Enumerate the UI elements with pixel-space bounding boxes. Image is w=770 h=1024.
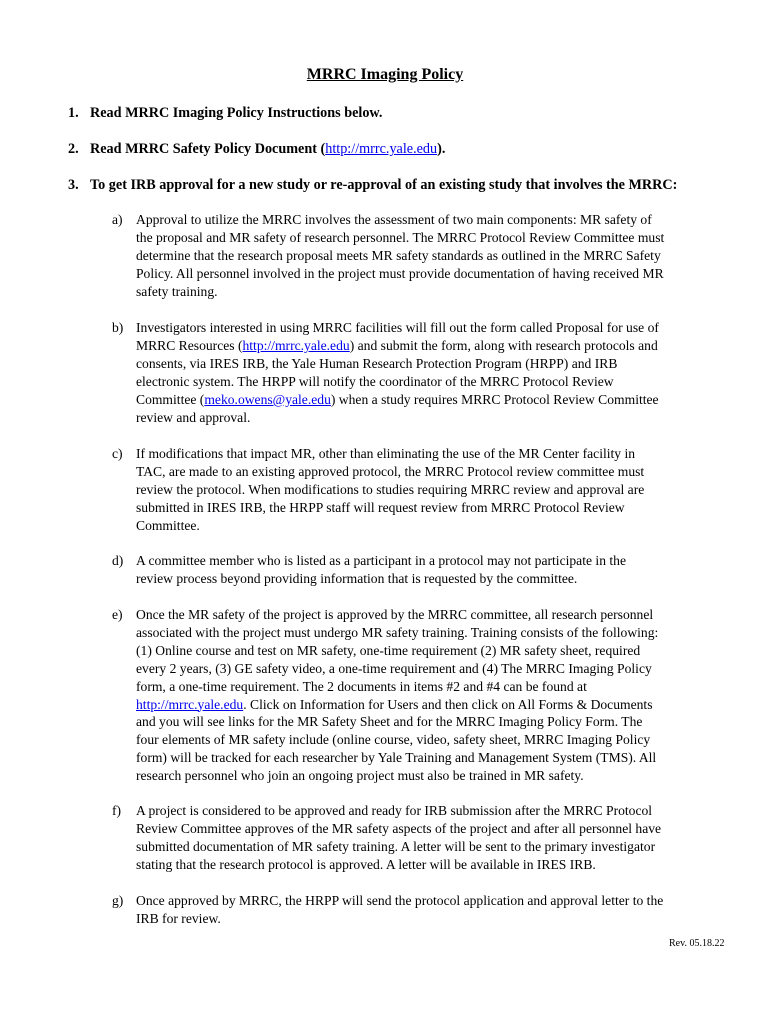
item-line: safety training. xyxy=(136,283,218,299)
step-text: To get IRB approval for a new study or re-approval of an existing study that involves the MRRC: xyxy=(90,177,678,193)
text-segment: MRRC Resources ( xyxy=(136,337,243,353)
item-line: determine that the research proposal meets MR safety standards as outlined in the MRRC Safety xyxy=(136,247,661,263)
item-letter: a) xyxy=(112,212,123,227)
step-1 xyxy=(68,105,382,122)
text-segment: . Click on Information for Users and then click on All Forms & Documents xyxy=(243,696,653,712)
item-line: submitted documentation of MR safety training. A letter will be sent to the primary investigator xyxy=(136,838,656,854)
step-2 xyxy=(68,141,445,158)
item-line xyxy=(136,696,726,714)
item-body xyxy=(136,319,726,426)
email-link[interactable]: meko.owens@yale.edu xyxy=(204,391,331,407)
text-segment: ) and submit the form, along with research protocols and xyxy=(349,337,658,353)
step-text-post: ). xyxy=(437,141,446,157)
item-line: review and approval. xyxy=(136,409,251,425)
list-item-e xyxy=(112,606,726,785)
item-line: four elements of MR safety include (online course, video, safety sheet, MRRC Imaging Policy xyxy=(136,732,651,748)
item-letter: b) xyxy=(112,320,124,335)
item-line: consents, via IRES IRB, the Yale Human Research Protection Program (HRPP) and IRB xyxy=(136,355,618,371)
step-number: 3. xyxy=(68,177,79,193)
step-number: 1. xyxy=(68,105,79,121)
item-line: Approval to utilize the MRRC involves the assessment of two main components: MR safety of xyxy=(136,212,652,227)
item-line: research personnel who join an ongoing project must also be trained in MR safety. xyxy=(136,768,584,784)
item-line: and you will see links for the MR Safety Sheet and for the MRRC Imaging Policy Form. The xyxy=(136,714,643,730)
item-line xyxy=(136,337,726,355)
list-item-b xyxy=(112,319,726,426)
step-text: Read MRRC Imaging Policy Instructions below. xyxy=(90,105,383,121)
item-line: If modifications that impact MR, other than eliminating the use of the MR Center facility in xyxy=(136,446,636,461)
mrrc-website-link[interactable]: http://mrrc.yale.edu xyxy=(325,141,438,157)
item-letter: f) xyxy=(112,803,122,818)
item-line: review process beyond providing information that is requested by the committee. xyxy=(136,570,578,586)
step-text-pre: Read MRRC Safety Policy Document ( xyxy=(90,141,326,157)
mrrc-resources-link[interactable]: http://mrrc.yale.edu xyxy=(242,337,350,353)
item-line: A project is considered to be approved and ready for IRB submission after the MRRC Protocol xyxy=(136,803,653,818)
list-item-d xyxy=(112,552,726,588)
item-line: submitted in IRES IRB, the HRPP staff will request review from MRRC Protocol Review xyxy=(136,499,625,515)
item-line: Policy. All personnel involved in the project must provide documentation of having received MR xyxy=(136,265,664,281)
step-number: 2. xyxy=(68,141,79,157)
item-line: stating that the research protocol is approved. A letter will be available in IRES IRB. xyxy=(136,856,596,872)
item-body xyxy=(136,552,726,588)
item-line: form) will be tracked for each researcher by Yale Training and Management System (TMS). All xyxy=(136,750,657,766)
item-line: every 2 years, (3) GE safety video, a one-time requirement and (4) The MRRC Imaging Policy xyxy=(136,660,652,676)
item-body xyxy=(136,606,726,785)
list-item-g xyxy=(112,892,726,928)
item-body xyxy=(136,892,726,928)
item-line: the proposal and MR safety of research personnel. The MRRC Protocol Review Committee must xyxy=(136,229,665,245)
item-line: form, a one-time requirement. The 2 documents in items #2 and #4 can be found at xyxy=(136,678,587,694)
item-letter: g) xyxy=(112,893,124,908)
item-body xyxy=(136,802,726,874)
page-title: MRRC Imaging Policy xyxy=(306,66,464,83)
text-segment: Committee ( xyxy=(136,391,205,407)
list-item-a xyxy=(112,211,726,301)
item-body xyxy=(136,211,726,301)
item-line: review the protocol. When modifications to studies requiring MRRC review and approval are xyxy=(136,481,645,497)
item-line: IRB for review. xyxy=(136,910,221,926)
item-line: A committee member who is listed as a participant in a protocol may not participate in the xyxy=(136,553,626,568)
item-line: electronic system. The HRPP will notify the coordinator of the MRRC Protocol Review xyxy=(136,373,614,389)
item-letter: c) xyxy=(112,446,123,461)
text-segment: ) when a study requires MRRC Protocol Review Committee xyxy=(330,391,659,407)
item-line: Investigators interested in using MRRC facilities will fill out the form called Proposal for use of xyxy=(136,320,659,335)
item-line: Committee. xyxy=(136,517,200,533)
item-line: TAC, are made to an existing approved protocol, the MRRC Protocol review committee must xyxy=(136,463,645,479)
revision-label: Rev. 05.18.22 xyxy=(669,938,725,949)
item-line: (1) Online course and test on MR safety, one-time requirement (2) MR safety sheet, required xyxy=(136,642,641,658)
list-item-c xyxy=(112,445,726,535)
item-line: Review Committee approves of the MR safety aspects of the project and after all personnel have xyxy=(136,820,662,836)
item-line: associated with the project must undergo MR safety training. Training consists of the following: xyxy=(136,624,659,640)
mrrc-forms-link[interactable]: http://mrrc.yale.edu xyxy=(136,696,244,712)
item-body xyxy=(136,445,726,535)
item-line xyxy=(136,391,726,409)
item-letter: d) xyxy=(112,553,124,568)
item-line: Once approved by MRRC, the HRPP will send the protocol application and approval letter to the xyxy=(136,893,664,908)
item-line: Once the MR safety of the project is approved by the MRRC committee, all research personnel xyxy=(136,607,654,622)
list-item-f xyxy=(112,802,726,874)
item-letter: e) xyxy=(112,607,123,622)
step-3 xyxy=(68,177,677,194)
